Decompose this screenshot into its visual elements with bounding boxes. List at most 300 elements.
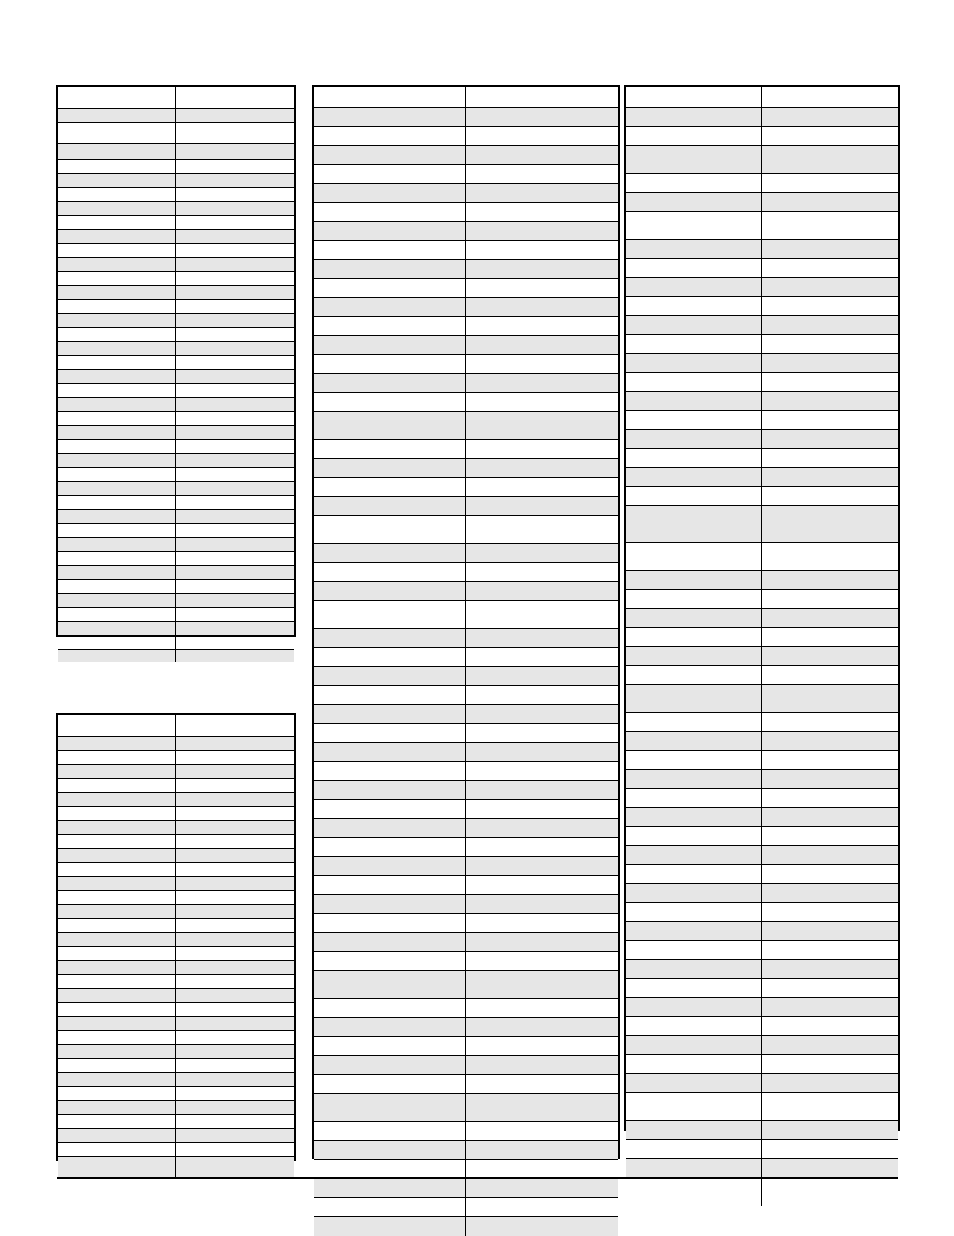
table-row — [58, 905, 294, 919]
table-row — [626, 884, 898, 903]
table-cell — [626, 827, 762, 845]
table-cell — [466, 222, 618, 240]
table-cell — [466, 497, 618, 515]
table-row — [314, 459, 618, 478]
table-cell — [176, 454, 294, 467]
table-row — [314, 1056, 618, 1075]
table-cell — [466, 1122, 618, 1140]
table-cell — [626, 1140, 762, 1158]
table-cell — [314, 971, 466, 998]
table-cell — [314, 1160, 466, 1178]
table-cell — [762, 430, 898, 448]
table-cell — [466, 1179, 618, 1197]
table-row — [314, 1179, 618, 1198]
table-cell — [314, 895, 466, 913]
table-cell — [58, 975, 176, 988]
table-cell — [762, 316, 898, 334]
table-row — [314, 667, 618, 686]
table-cell — [176, 891, 294, 904]
table-row — [626, 174, 898, 193]
table-cell — [466, 1075, 618, 1093]
table-cell — [762, 193, 898, 211]
table-row — [626, 430, 898, 449]
table-row — [58, 849, 294, 863]
table-row — [58, 821, 294, 835]
table-row — [58, 524, 294, 538]
table-row — [314, 544, 618, 563]
table-cell — [176, 109, 294, 122]
table-cell — [176, 835, 294, 848]
table-row — [626, 127, 898, 146]
table-cell — [466, 933, 618, 951]
table-cell — [58, 230, 176, 243]
table-row — [626, 922, 898, 941]
table-row — [314, 601, 618, 629]
table-cell — [58, 1157, 176, 1177]
table-cell — [626, 979, 762, 997]
table-row — [58, 989, 294, 1003]
table-cell — [626, 411, 762, 429]
table-cell — [466, 440, 618, 458]
table-cell — [626, 903, 762, 921]
table-cell — [314, 1018, 466, 1036]
table-cell — [762, 297, 898, 315]
table-cell — [176, 244, 294, 257]
table-row — [314, 336, 618, 355]
table-cell — [314, 724, 466, 742]
table-cell — [626, 1121, 762, 1139]
table-cell — [314, 203, 466, 221]
table-row — [626, 1093, 898, 1121]
table-cell — [58, 751, 176, 764]
table-row — [314, 629, 618, 648]
table-cell — [466, 648, 618, 666]
table-row — [626, 506, 898, 543]
table-cell — [176, 87, 294, 108]
table-cell — [176, 384, 294, 397]
table-row — [314, 895, 618, 914]
table-row — [58, 123, 294, 144]
table-row — [58, 109, 294, 123]
table-header-row — [58, 87, 294, 109]
table-row — [626, 590, 898, 609]
table-row — [58, 538, 294, 552]
table-row — [626, 647, 898, 666]
table-cell — [314, 876, 466, 894]
table-cell — [314, 412, 466, 439]
table-row — [58, 272, 294, 286]
table-cell — [314, 260, 466, 278]
table-row — [314, 203, 618, 222]
table-cell — [176, 877, 294, 890]
table-cell — [626, 713, 762, 731]
table-row — [314, 838, 618, 857]
table-cell — [626, 108, 762, 126]
table-cell — [466, 857, 618, 875]
table-cell — [314, 1122, 466, 1140]
table-cell — [466, 459, 618, 477]
table-cell — [58, 779, 176, 792]
table-row — [58, 144, 294, 160]
table-cell — [314, 336, 466, 354]
table-cell — [762, 487, 898, 505]
table-row — [626, 146, 898, 174]
table-cell — [466, 108, 618, 126]
table-row — [58, 1045, 294, 1059]
table-row — [626, 865, 898, 884]
table-cell — [314, 838, 466, 856]
table-cell — [176, 1129, 294, 1142]
table-cell — [58, 933, 176, 946]
table-cell — [466, 184, 618, 202]
table-row — [58, 300, 294, 314]
table-row — [626, 297, 898, 316]
table-cell — [762, 506, 898, 542]
table-cell — [762, 827, 898, 845]
table-cell — [762, 628, 898, 646]
table-row — [314, 374, 618, 393]
table-row — [626, 979, 898, 998]
table-cell — [466, 1198, 618, 1216]
table-cell — [626, 751, 762, 769]
table-cell — [176, 426, 294, 439]
table-cell — [176, 123, 294, 143]
table-cell — [314, 478, 466, 496]
table-cell — [58, 849, 176, 862]
table-cell — [466, 374, 618, 392]
table-cell — [58, 919, 176, 932]
table-cell — [762, 1074, 898, 1092]
table-cell — [626, 998, 762, 1016]
table-cell — [176, 989, 294, 1002]
table-cell — [762, 590, 898, 608]
table-cell — [58, 1087, 176, 1100]
table-cell — [314, 629, 466, 647]
table-cell — [762, 392, 898, 410]
table-row — [58, 328, 294, 342]
table-row — [314, 1122, 618, 1141]
table-cell — [466, 601, 618, 628]
table-cell — [176, 174, 294, 187]
table-cell — [58, 454, 176, 467]
table-cell — [58, 524, 176, 537]
table-row — [58, 384, 294, 398]
table-row — [314, 971, 618, 999]
table-cell — [314, 762, 466, 780]
table-row — [58, 1101, 294, 1115]
table-cell — [762, 1159, 898, 1177]
table-cell — [626, 808, 762, 826]
table-row — [626, 335, 898, 354]
table-cell — [58, 622, 176, 635]
table-row — [314, 933, 618, 952]
table-row — [626, 998, 898, 1017]
table-cell — [626, 212, 762, 239]
table-row — [626, 240, 898, 259]
table-cell — [176, 1059, 294, 1072]
table-cell — [626, 278, 762, 296]
table-cell — [176, 594, 294, 607]
table-cell — [176, 272, 294, 285]
table-cell — [176, 849, 294, 862]
table-cell — [466, 146, 618, 164]
table-cell — [314, 1056, 466, 1074]
table-cell — [626, 373, 762, 391]
table-cell — [314, 857, 466, 875]
table-cell — [762, 571, 898, 589]
table-cell — [762, 1140, 898, 1158]
table-row — [314, 516, 618, 544]
table-cell — [58, 87, 176, 108]
table-row — [58, 608, 294, 622]
table-cell — [314, 165, 466, 183]
table-cell — [314, 800, 466, 818]
table-cell — [626, 1055, 762, 1073]
table-row — [58, 751, 294, 765]
table-cell — [762, 468, 898, 486]
table-cell — [176, 370, 294, 383]
table-row — [626, 259, 898, 278]
table-row — [626, 666, 898, 685]
table-row — [58, 412, 294, 426]
table-cell — [314, 1217, 466, 1236]
table-cell — [626, 1074, 762, 1092]
table-cell — [58, 1059, 176, 1072]
table-row — [314, 1094, 618, 1122]
table-cell — [626, 685, 762, 712]
table-cell — [176, 961, 294, 974]
table-cell — [58, 821, 176, 834]
table-cell — [58, 188, 176, 201]
table-cell — [626, 543, 762, 570]
table-cell — [626, 335, 762, 353]
table-cell — [626, 609, 762, 627]
table-cell — [58, 398, 176, 411]
table-cell — [762, 212, 898, 239]
table-cell — [176, 1045, 294, 1058]
table-cell — [314, 317, 466, 335]
table-cell — [762, 1055, 898, 1073]
table-cell — [58, 947, 176, 960]
table-cell — [314, 87, 466, 107]
table-cell — [466, 544, 618, 562]
table-cell — [176, 440, 294, 453]
table-cell — [176, 608, 294, 621]
table-cell — [176, 919, 294, 932]
table-row — [626, 770, 898, 789]
table-row — [314, 914, 618, 933]
table-cell — [762, 146, 898, 173]
table-cell — [762, 1178, 898, 1206]
table-cell — [314, 686, 466, 704]
table-cell — [314, 108, 466, 126]
table-row — [58, 779, 294, 793]
table-cell — [466, 724, 618, 742]
table-cell — [626, 316, 762, 334]
table-cell — [314, 127, 466, 145]
table-cell — [176, 538, 294, 551]
table-row — [58, 230, 294, 244]
table-cell — [314, 999, 466, 1017]
table-cell — [626, 392, 762, 410]
table-row — [314, 781, 618, 800]
table-cell — [314, 781, 466, 799]
table-row — [58, 1003, 294, 1017]
table-row — [58, 1017, 294, 1031]
table-cell — [176, 905, 294, 918]
table-row — [58, 244, 294, 258]
table-row — [58, 975, 294, 989]
table-cell — [762, 922, 898, 940]
table-cell — [626, 1159, 762, 1177]
table-cell — [58, 272, 176, 285]
table-row — [626, 571, 898, 590]
table-row — [314, 108, 618, 127]
table-row — [314, 241, 618, 260]
table-cell — [314, 952, 466, 970]
table-cell — [176, 863, 294, 876]
table-cell — [176, 1101, 294, 1114]
table-cell — [626, 430, 762, 448]
table-cell — [466, 279, 618, 297]
table-cell — [314, 393, 466, 411]
table-cell — [58, 216, 176, 229]
table-row — [58, 1129, 294, 1143]
table-cell — [58, 258, 176, 271]
table-cell — [58, 300, 176, 313]
table-row — [58, 314, 294, 328]
table-row — [314, 1198, 618, 1217]
table-cell — [58, 552, 176, 565]
table-cell — [176, 202, 294, 215]
table-cell — [176, 650, 294, 662]
table-cell — [58, 356, 176, 369]
table-cell — [58, 580, 176, 593]
table-cell — [626, 354, 762, 372]
table-row — [626, 392, 898, 411]
table-cell — [466, 819, 618, 837]
table-cell — [176, 160, 294, 173]
table-row — [58, 468, 294, 482]
table-row — [58, 510, 294, 524]
table-cell — [762, 449, 898, 467]
table-cell — [762, 685, 898, 712]
table-cell — [762, 1093, 898, 1120]
table-cell — [58, 384, 176, 397]
table-cell — [762, 543, 898, 570]
table-row — [314, 260, 618, 279]
table-cell — [176, 1073, 294, 1086]
table-cell — [762, 1017, 898, 1035]
table-cell — [314, 563, 466, 581]
table-cell — [762, 770, 898, 788]
table-row — [58, 961, 294, 975]
table-cell — [762, 354, 898, 372]
table-cell — [58, 174, 176, 187]
table-cell — [176, 1017, 294, 1030]
table-cell — [466, 743, 618, 761]
table-cell — [762, 1121, 898, 1139]
table-row — [58, 496, 294, 510]
table-cell — [762, 865, 898, 883]
table-cell — [176, 1031, 294, 1044]
table-cell — [176, 566, 294, 579]
table-row — [314, 800, 618, 819]
table-cell — [58, 863, 176, 876]
table-cell — [762, 259, 898, 277]
table-cell — [762, 278, 898, 296]
table-row — [626, 751, 898, 770]
table-cell — [58, 807, 176, 820]
table-cell — [314, 1179, 466, 1197]
table-cell — [314, 582, 466, 600]
table-cell — [466, 317, 618, 335]
table-cell — [58, 566, 176, 579]
table-cell — [466, 705, 618, 723]
table-row — [58, 258, 294, 272]
table-cell — [176, 216, 294, 229]
table-row — [314, 393, 618, 412]
table-cell — [176, 286, 294, 299]
table-cell — [466, 165, 618, 183]
table-row — [58, 835, 294, 849]
table-cell — [626, 468, 762, 486]
table-cell — [176, 356, 294, 369]
table-cell — [626, 628, 762, 646]
table-cell — [58, 510, 176, 523]
table-cell — [58, 482, 176, 495]
table-cell — [58, 608, 176, 621]
table-row — [314, 743, 618, 762]
table-cell — [762, 174, 898, 192]
table-cell — [626, 647, 762, 665]
table-cell — [58, 109, 176, 122]
table-row — [314, 478, 618, 497]
table-cell — [626, 506, 762, 542]
table-row — [626, 846, 898, 865]
table-cell — [176, 737, 294, 750]
table-cell — [626, 146, 762, 173]
table-cell — [314, 146, 466, 164]
table-cell — [466, 1217, 618, 1236]
table-cell — [58, 765, 176, 778]
table-row — [314, 412, 618, 440]
table-cell — [314, 1198, 466, 1216]
table-cell — [176, 821, 294, 834]
table-cell — [626, 846, 762, 864]
table-cell — [466, 336, 618, 354]
table-cell — [58, 1017, 176, 1030]
table-row — [626, 316, 898, 335]
table-cell — [466, 914, 618, 932]
table-row — [314, 705, 618, 724]
table-cell — [626, 666, 762, 684]
table-row — [314, 497, 618, 516]
table-row — [58, 566, 294, 580]
table-row — [626, 1121, 898, 1140]
table-cell — [762, 789, 898, 807]
table-cell — [176, 751, 294, 764]
table-cell — [58, 426, 176, 439]
table-cell — [466, 355, 618, 373]
table-cell — [176, 622, 294, 635]
table-cell — [466, 298, 618, 316]
table-cell — [176, 580, 294, 593]
table-cell — [58, 144, 176, 159]
table-cell — [58, 989, 176, 1002]
table-cell — [176, 188, 294, 201]
table-row — [314, 999, 618, 1018]
